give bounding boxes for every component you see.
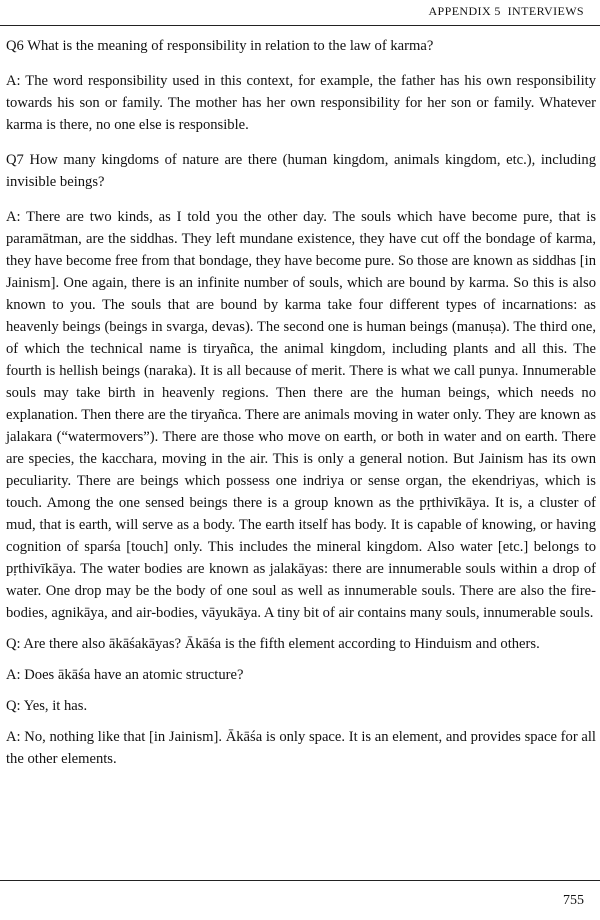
question-q7: Q7 How many kingdoms of nature are there (human kingdom, animals kingdom, etc.), including invisible beings?	[6, 152, 596, 190]
answer-akasa-atomic: A: Does ākāśa have an atomic structure?	[6, 667, 244, 683]
answer-akasa-space: A: No, nothing like that [in Jainism]. Ākāśa is only space. It is an element, and provides space for all the other elements.	[6, 729, 596, 767]
appendix-label: APPENDIX 5	[428, 4, 501, 18]
page-number: 755	[563, 893, 584, 908]
page-body	[6, 35, 596, 779]
question-yes: Q: Yes, it has.	[6, 698, 88, 714]
header-rule	[0, 25, 600, 26]
footer-rule	[0, 880, 600, 881]
running-head	[428, 4, 584, 19]
question-q6: Q6 What is the meaning of responsibility in relation to the law of karma?	[6, 38, 434, 54]
section-title: INTERVIEWS	[507, 4, 584, 18]
answer-q7: A: There are two kinds, as I told you the other day. The souls which have become pure, that is paramātman, are the siddhas. They left mundane existence, they have cut off the bondage of karma, they have become free from that bondage, they have become pure. So those are known as siddhas [in Jainism]. One again, there is an infinite number of souls, which are bound by karma. So this is also known to you. The souls that are bound by karma take four different types of incarnations: as heavenly beings (beings in svarga, devas). The second one is human beings (manuṣa). The third one, of which the technical name is tiryañca, the animal kingdom, including plants and all this. The fourth is hellish beings (naraka). It is all because of merit. There is what we call punya. Innumerable souls may take birth in heavenly regions. Then there are the human beings, which needs no explanation. Then there are the tiryañca. There are animals moving in water only. They are known as jalakara (“watermovers”). There are those who move on earth, or both in water and on earth. There are species, the kacchara, moving in the air. This is only a general notion. But Jainism has its own peculiarity. There are beings which possess one indriya or sense organ, the ekendriyas, which is touch. Among the one sensed beings there is a group known as the pṛthivīkāya. It is, a cluster of mud, that is earth, will serve as a body. The earth itself has body. It is capable of knowing, or having cognition of sparśa [touch] only. This includes the mineral kingdom. Also water [etc.] belongs to pṛthivīkāya. The water bodies are known as jalakāyas: there are innumerable souls within a drop of water. One drop may be the body of one soul as well as innumerable souls. There are also the fire-bodies, agnikāya, and air-bodies, vāyukāya. A tiny bit of air contains many souls, innumerable souls.	[6, 209, 596, 621]
answer-q6: A: The word responsibility used in this context, for example, the father has his own responsibility towards his son or family. The mother has her own responsibility for her son or family. Whatever karma is there, no one else is responsible.	[6, 73, 596, 133]
question-akasa: Q: Are there also ākāśakāyas? Ākāśa is the fifth element according to Hinduism and others.	[6, 636, 540, 652]
